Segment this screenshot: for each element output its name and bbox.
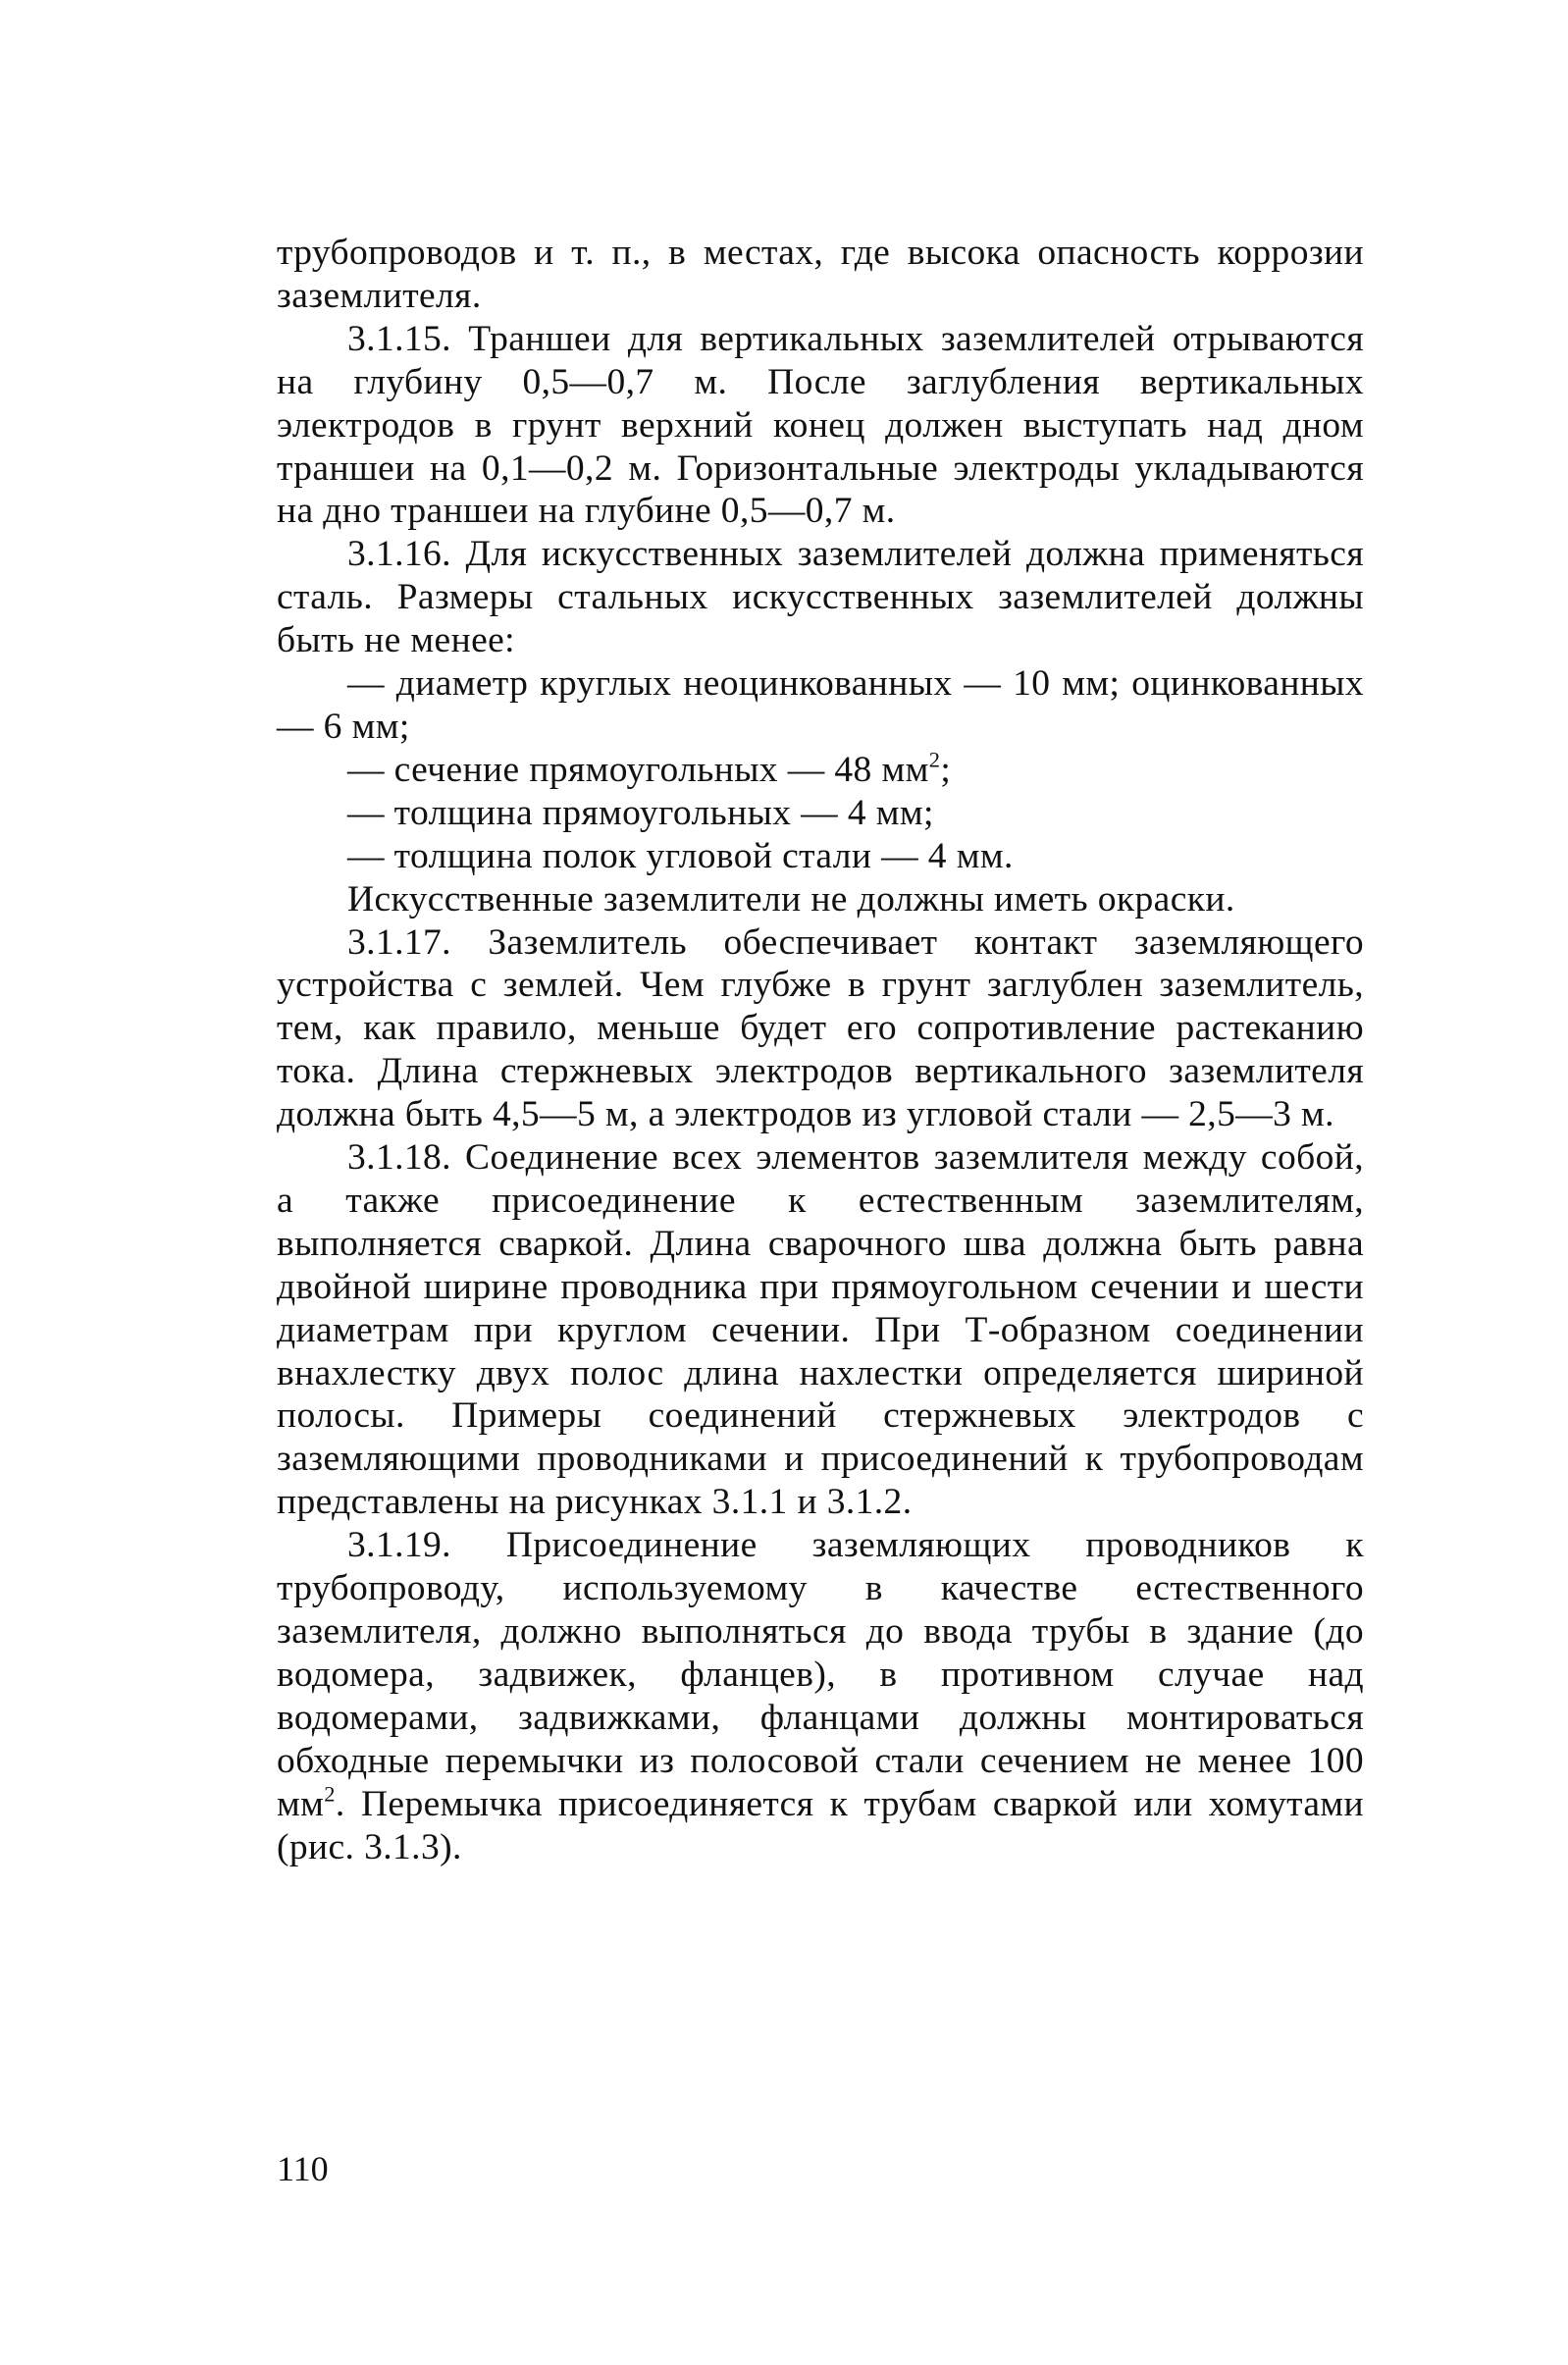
paragraph-3-1-19-tail: . Перемычка присоединяется к трубам сваркой или хомутами (рис. 3.1.3). [277, 1783, 1364, 1867]
list-item-section-text: — сечение прямоугольных — 48 мм [347, 749, 929, 790]
paragraph-continuation: трубопроводов и т. п., в местах, где высока опасность коррозии заземлителя. [277, 233, 1364, 316]
paragraph-3-1-19-text: 3.1.19. Присоединение заземляющих проводников к трубопроводу, используемому в качестве естественного заземлителя, должно выполняться до ввода трубы в здание (до водомера, задвижек, фланцев), в противном случае над водомерами, задвижками, фланцами должны монтироваться обходные перемычки из полосовой стали сечением не менее 100 мм [277, 1525, 1364, 1824]
paragraph-no-paint: Искусственные заземлители не должны иметь окраски. [347, 878, 1235, 920]
page-number: 110 [277, 2149, 329, 2188]
body-text [277, 232, 1364, 1868]
paragraph-3-1-17: 3.1.17. Заземлитель обеспечивает контакт заземляющего устройства с землей. Чем глубже в грунт заглублен заземлитель, тем, как правило, меньше будет его сопротивление растеканию тока. Длина стержневых электродов вертикального заземлителя должна быть 4,5—5 м, а электродов из угловой стали — 2,5—3 м. [277, 921, 1364, 1135]
list-item-angle-thickness: — толщина полок угловой стали — 4 мм. [347, 835, 1014, 876]
superscript-2: 2 [324, 1781, 336, 1806]
superscript-2: 2 [928, 747, 941, 772]
paragraph-3-1-18: 3.1.18. Соединение всех элементов заземлителя между собой, а также присоединение к естественным заземлителям, выполняется сваркой. Длина сварочного шва должна быть равна двойной ширине проводника при прямоугольном сечении и шести диаметрам при круглом сечении. При Т-образном соединении внахлестку двух полос длина нахлестки определяется шириной полосы. Примеры соединений стержневых электродов с заземляющими проводниками и присоединений к трубопроводам представлены на рисунках 3.1.1 и 3.1.2. [277, 1137, 1364, 1523]
paragraph-3-1-16: 3.1.16. Для искусственных заземлителей должна применяться сталь. Размеры стальных искусственных заземлителей должны быть не менее: [277, 534, 1364, 661]
list-item-section [277, 749, 1364, 792]
list-item-diameter: — диаметр круглых неоцинкованных — 10 мм; оцинкованных — 6 мм; [277, 663, 1364, 747]
paragraph-3-1-19 [277, 1524, 1364, 1868]
list-item-section-tail: ; [940, 749, 952, 790]
paragraph-3-1-15: 3.1.15. Траншеи для вертикальных заземлителей отрываются на глубину 0,5—0,7 м. После заглубления вертикальных электродов в грунт верхний конец должен выступать над дном траншеи на 0,1—0,2 м. Горизонтальные электроды укладываются на дно траншеи на глубине 0,5—0,7 м. [277, 318, 1364, 532]
list-item-thickness: — толщина прямоугольных — 4 мм; [347, 792, 934, 833]
